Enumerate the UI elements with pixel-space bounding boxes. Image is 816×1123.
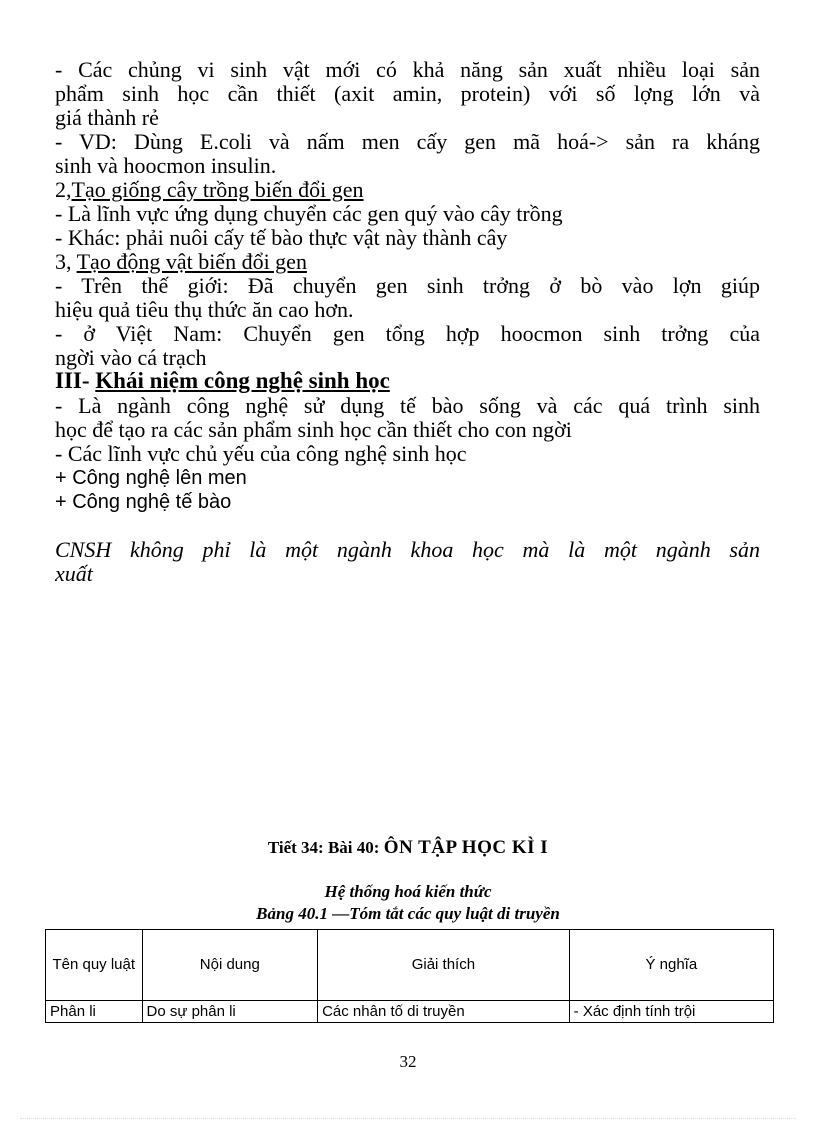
text-line: phẩm sinh học cần thiết (axit amin, protein) với số lợng lớn và bbox=[55, 82, 760, 106]
header-cell: Giải thích bbox=[318, 930, 570, 1001]
header-cell: Tên quy luật bbox=[46, 930, 143, 1001]
text-line: hiệu quả tiêu thụ thức ăn cao hơn. bbox=[55, 298, 354, 322]
text-line: học để tạo ra các sản phẩm sinh học cần thiết cho con ngời bbox=[55, 418, 572, 442]
table-caption: Bảng 40.1 —Tóm tắt các quy luật di truyền bbox=[256, 904, 560, 923]
note-line: CNSH không phỉ là một ngành khoa học mà là một ngành sản bbox=[55, 538, 760, 562]
note-line: xuất bbox=[55, 562, 93, 586]
page-bottom-divider bbox=[20, 1118, 796, 1119]
heading-prefix: III- bbox=[55, 369, 96, 393]
text-line: ngời vào cá trạch bbox=[55, 346, 207, 370]
text-line: - Trên thế giới: Đã chuyển gen sinh trởng ở bò vào lợn giúp bbox=[55, 274, 760, 298]
lesson-name: ÔN TẬP HỌC KÌ I bbox=[383, 837, 549, 858]
text-line: sinh và hoocmon insulin. bbox=[55, 154, 277, 178]
subsection-heading-2 bbox=[55, 178, 760, 202]
heading-title: Khái niệm công nghệ sinh học bbox=[95, 369, 390, 393]
heading-title: Tạo giống cây trồng biến đổi gen bbox=[71, 178, 364, 202]
text-line: - Là ngành công nghệ sử dụng tế bào sống và các quá trình sinh bbox=[55, 394, 760, 418]
table-cell: - Xác định tính trội bbox=[569, 1001, 773, 1023]
heading-prefix: 3, bbox=[55, 250, 77, 274]
heading-prefix: 2, bbox=[55, 178, 72, 202]
heading-title: Tạo động vật biến đổi gen bbox=[76, 250, 307, 274]
subsection-heading-3 bbox=[55, 250, 760, 274]
table-row bbox=[46, 1001, 774, 1023]
table-header-row bbox=[46, 930, 774, 1001]
table-cell: Do sự phân li bbox=[142, 1001, 318, 1023]
table-cell: Các nhân tố di truyền bbox=[318, 1001, 570, 1023]
header-cell: Ý nghĩa bbox=[569, 930, 773, 1001]
header-cell: Nội dung bbox=[142, 930, 318, 1001]
section-heading-iii bbox=[55, 369, 760, 393]
list-item: + Công nghệ tế bào bbox=[55, 491, 232, 513]
text-line: - Khác: phải nuôi cấy tế bào thực vật này thành cây bbox=[55, 226, 508, 250]
list-item: + Công nghệ lên men bbox=[55, 467, 247, 489]
text-line: - Là lĩnh vực ứng dụng chuyển các gen quý vào cây trồng bbox=[55, 202, 563, 226]
subtitle: Hệ thống hoá kiến thức bbox=[324, 882, 492, 901]
page-number: 32 bbox=[399, 1052, 417, 1071]
text-line: - VD: Dùng E.coli và nấm men cấy gen mã hoá-> sản ra kháng bbox=[55, 130, 760, 154]
text-line: - Các lĩnh vực chủ yếu của công nghệ sinh học bbox=[55, 442, 467, 466]
text-line: - Các chủng vi sinh vật mới có khả năng sản xuất nhiều loại sản bbox=[55, 58, 760, 82]
lesson-prefix: Tiết 34: Bài 40: bbox=[267, 838, 384, 857]
lesson-title bbox=[0, 836, 816, 860]
summary-table bbox=[45, 929, 774, 1023]
table-cell: Phân li bbox=[46, 1001, 143, 1023]
text-line: giá thành rẻ bbox=[55, 106, 159, 130]
text-line: - ở Việt Nam: Chuyển gen tổng hợp hoocmon sinh trởng của bbox=[55, 322, 760, 346]
